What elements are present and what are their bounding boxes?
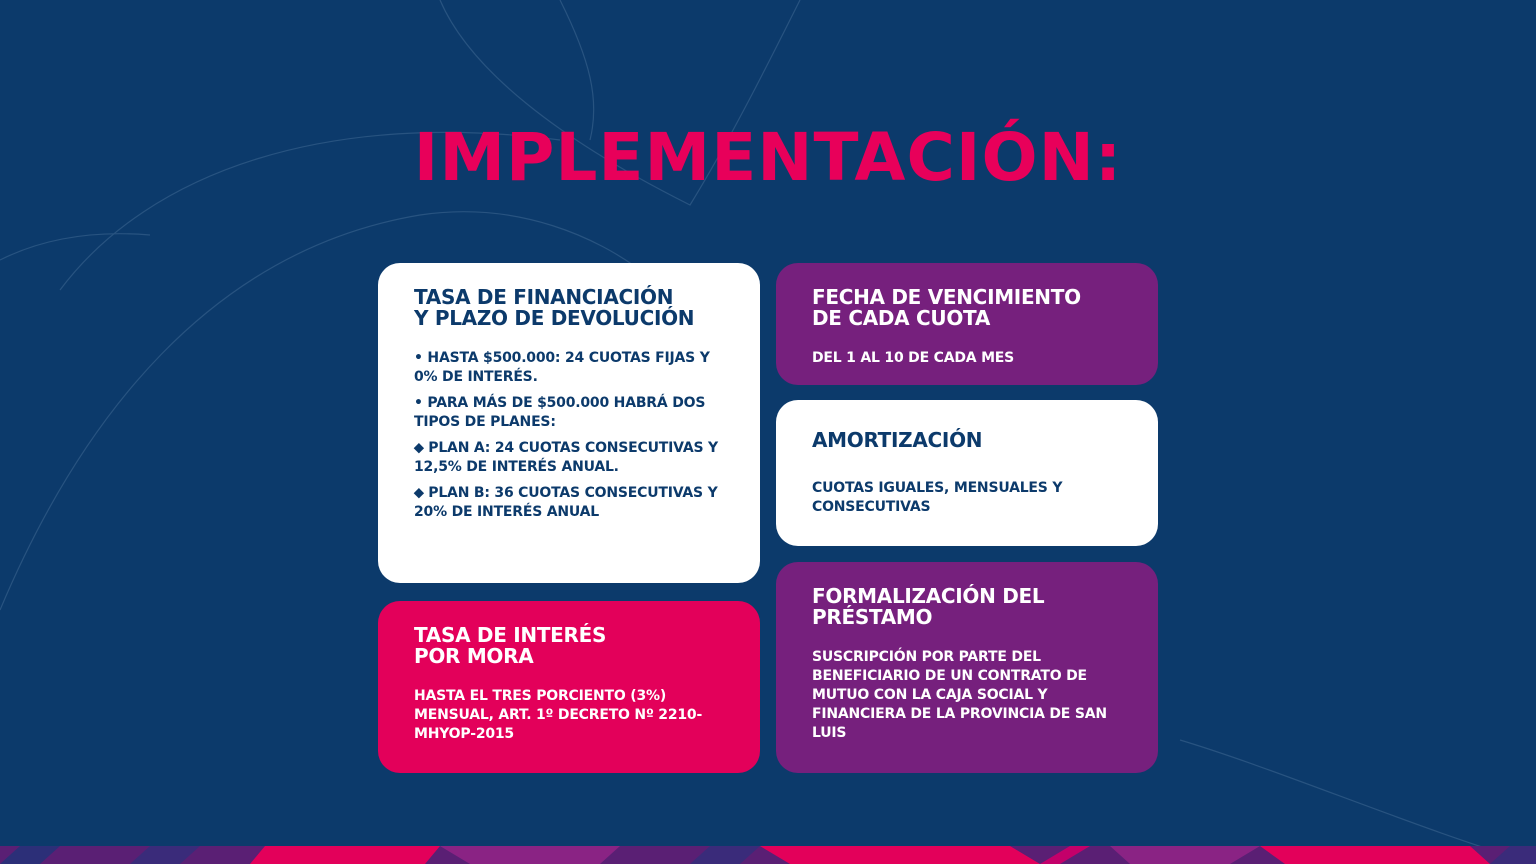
card-body (812, 648, 1124, 743)
card-heading-line: Y PLAZO DE DEVOLUCIÓN (414, 306, 695, 330)
card-heading (414, 287, 726, 329)
card-text: HASTA EL TRES PORCIENTO (3%) MENSUAL, ART. 1º DECRETO Nº 2210-MHYOP-2015 (414, 688, 703, 742)
card-body (414, 349, 726, 522)
card-heading-line: PRÉSTAMO (812, 605, 933, 629)
footer-decorative-band (0, 846, 1536, 864)
card-heading-line: POR MORA (414, 644, 534, 668)
card-amortization (776, 400, 1158, 546)
card-body (812, 479, 1124, 517)
card-heading (812, 287, 1124, 329)
list-item: ⬥ PLAN B: 36 CUOTAS CONSECUTIVAS Y 20% DE INTERÉS ANUAL (414, 485, 718, 520)
card-due-date (776, 263, 1158, 385)
card-body (414, 687, 726, 744)
page-title: IMPLEMENTACIÓN: (413, 119, 1123, 196)
card-heading: AMORTIZACIÓN (812, 428, 983, 452)
card-heading (414, 625, 726, 667)
card-heading-line: TASA DE FINANCIACIÓN (414, 285, 674, 309)
list-item: ⬥ PLAN A: 24 CUOTAS CONSECUTIVAS Y 12,5% DE INTERÉS ANUAL. (414, 440, 718, 475)
card-heading-line: TASA DE INTERÉS (414, 623, 607, 647)
list-item: • HASTA $500.000: 24 CUOTAS FIJAS Y 0% DE INTERÉS. (414, 350, 710, 385)
card-heading (812, 586, 1124, 628)
card-text: SUSCRIPCIÓN POR PARTE DEL BENEFICIARIO DE UN CONTRATO DE MUTUO CON LA CAJA SOCIAL Y FINANCIERA DE LA PROVINCIA DE SAN LUIS (812, 649, 1107, 741)
card-financing-rate (378, 263, 760, 583)
card-text: CUOTAS IGUALES, MENSUALES Y CONSECUTIVAS (812, 480, 1063, 515)
card-late-interest (378, 601, 760, 773)
list-item: • PARA MÁS DE $500.000 HABRÁ DOS TIPOS DE PLANES: (414, 395, 706, 430)
card-heading-line: FECHA DE VENCIMIENTO (812, 285, 1081, 309)
card-loan-formalization (776, 562, 1158, 773)
card-heading-line: DE CADA CUOTA (812, 306, 991, 330)
card-text: DEL 1 AL 10 DE CADA MES (812, 350, 1015, 366)
card-body (812, 349, 1124, 368)
card-heading-line: FORMALIZACIÓN DEL (812, 584, 1045, 608)
